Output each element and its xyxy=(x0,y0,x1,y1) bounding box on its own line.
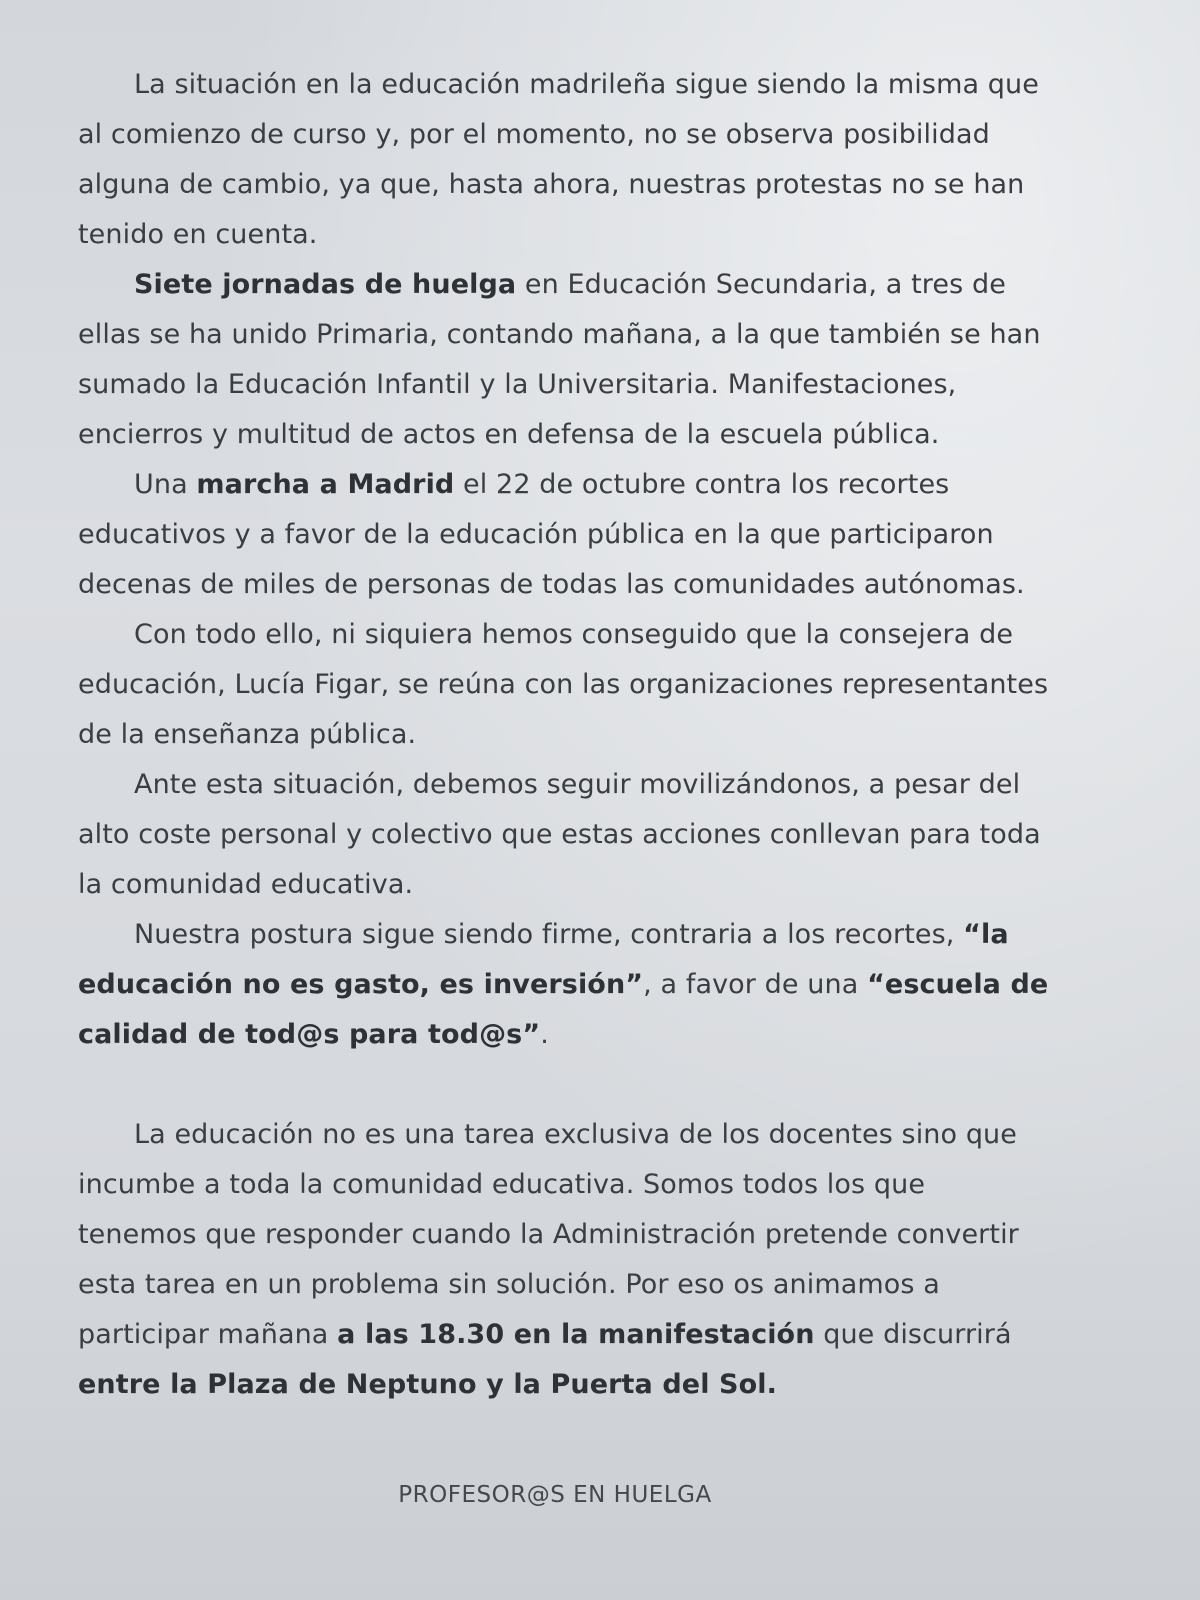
paragraph-bold-text: entre la Plaza de Neptuno y la Puerta del Sol. xyxy=(78,1369,777,1400)
paragraph-text: Nuestra postura sigue siendo firme, contraria a los recortes, xyxy=(134,919,964,950)
paragraph-text: que discurrirá xyxy=(814,1319,1012,1350)
paragraph-text: Con todo ello, ni siquiera hemos conseguido que la consejera de educación, Lucía Figar, se reúna con las organizaciones representantes de la enseñanza pública. xyxy=(78,619,1049,750)
paragraph-situation xyxy=(78,60,1050,260)
paragraph-text: , a favor de una xyxy=(643,969,868,1000)
paragraph-strike-days xyxy=(78,260,1050,460)
paragraph-text: . xyxy=(540,1019,549,1050)
paragraph-mobilization xyxy=(78,760,1050,910)
document-body xyxy=(78,60,1050,1410)
paragraph-gap xyxy=(78,1060,1050,1110)
paragraph-bold-text: Siete jornadas de huelga xyxy=(134,269,517,300)
paragraph-position xyxy=(78,910,1050,1060)
paragraph-text: en Educación Secundaria, a tres de ellas se ha unido Primaria, contando mañana, a la que también se han sumado la Educación Infantil y la Universitaria. Manifestaciones, encierros y multitud de actos en defensa de la escuela pública. xyxy=(78,269,1041,450)
paragraph-text: el 22 de octubre contra los recortes educativos y a favor de la educación pública en la que participaron decenas de miles de personas de todas las comunidades autónomas. xyxy=(78,469,1025,600)
paragraph-text: Ante esta situación, debemos seguir movilizándonos, a pesar del alto coste personal y colectivo que estas acciones conllevan para toda la comunidad educativa. xyxy=(78,769,1041,900)
paragraph-text: La situación en la educación madrileña sigue siendo la misma que al comienzo de curso y, por el momento, no se observa posibilidad alguna de cambio, ya que, hasta ahora, nuestras protestas no se han tenido en cuenta. xyxy=(78,69,1039,250)
paragraph-bold-text: “escuela de calidad de tod@s para tod@s” xyxy=(78,969,1049,1050)
paragraph-bold-text: a las 18.30 en la manifestación xyxy=(337,1319,815,1350)
paragraph-text: La educación no es una tarea exclusiva de los docentes sino que incumbe a toda la comunidad educativa. Somos todos los que tenemos que responder cuando la Administración pretende convertir esta tarea en un problema sin solución. Por eso os animamos a participar mañana xyxy=(78,1119,1019,1350)
paragraph-call-to-action xyxy=(78,1110,1050,1410)
paragraph-text: Una xyxy=(134,469,197,500)
paragraph-march xyxy=(78,460,1050,610)
paragraph-bold-text: marcha a Madrid xyxy=(196,469,455,500)
paragraph-bold-text: “la educación no es gasto, es inversión” xyxy=(78,919,1009,1000)
signature: PROFESOR@S EN HUELGA xyxy=(398,1482,712,1508)
paragraph-consejera xyxy=(78,610,1050,760)
